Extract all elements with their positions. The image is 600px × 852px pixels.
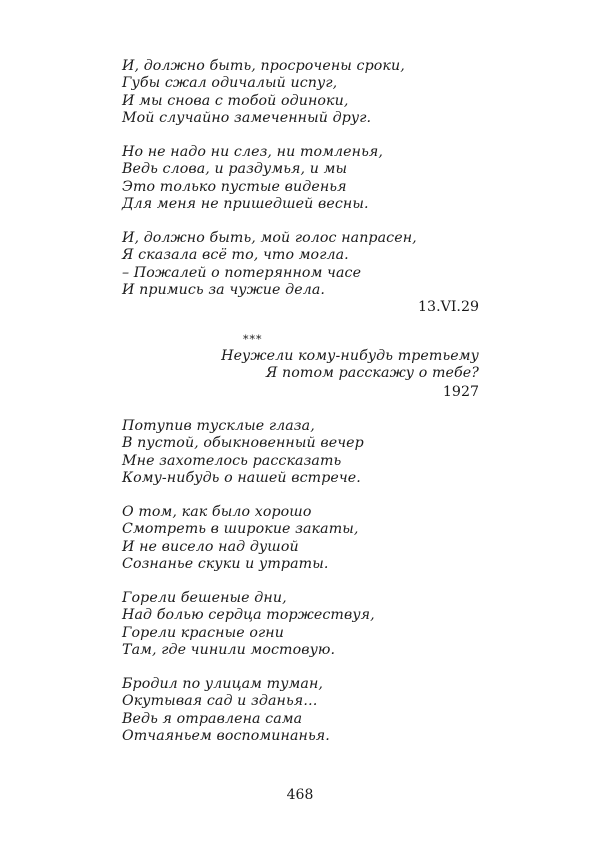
verse-line: Мой случайно замеченный друг.	[122, 110, 372, 127]
verse-line: Сознанье скуки и утраты.	[122, 556, 329, 573]
verse-line: И не висело над душой	[122, 538, 299, 555]
verse-line: В пустой, обыкновенный вечер	[122, 435, 364, 452]
epigraph-line: Неужели кому-нибудь третьему	[221, 348, 479, 364]
poem2-stanza-2	[122, 504, 359, 574]
verse-line: Губы сжал одичалый испуг,	[122, 75, 338, 92]
verse-line: Смотреть в широкие закаты,	[122, 521, 359, 538]
verse-line: Кому-нибудь о нашей встрече.	[122, 470, 361, 487]
epigraph-line: Я потом расскажу о тебе?	[265, 365, 479, 382]
verse-line: И мы снова с тобой одиноки,	[122, 92, 349, 109]
poem-separator-asterisks: ***	[243, 333, 263, 346]
verse-line: Ведь слова, и раздумья, и мы	[122, 161, 348, 178]
verse-line: И примись за чужие дела.	[122, 282, 326, 299]
poem1-stanza-3	[122, 230, 417, 300]
verse-line: Я сказала всё то, что могла.	[122, 247, 349, 264]
poem1-stanza-1	[122, 58, 405, 128]
poem2-stanza-1	[122, 418, 364, 488]
poem2-stanza-4	[122, 676, 330, 746]
verse-line: Потупив тусклые глаза,	[122, 418, 315, 434]
poem2-stanza-3	[122, 590, 375, 660]
poem1-stanza-2	[122, 144, 383, 214]
verse-line: Но не надо ни слез, ни томленья,	[122, 144, 383, 160]
poem1-date: 13.VI.29	[418, 299, 479, 315]
epigraph-year: 1927	[442, 384, 479, 400]
verse-line: – Пожалей о потерянном часе	[122, 264, 362, 281]
verse-line: Отчаяньем воспоминанья.	[122, 728, 330, 745]
verse-line: Над болью сердца торжествуя,	[122, 607, 375, 624]
verse-line: О том, как было хорошо	[122, 504, 312, 520]
verse-line: И, должно быть, просрочены сроки,	[122, 58, 405, 74]
epigraph	[221, 348, 479, 383]
verse-line: Ведь я отравлена сама	[122, 710, 303, 727]
verse-line: Горели красные огни	[122, 624, 284, 641]
verse-line: Для меня не пришедшей весны.	[122, 196, 369, 213]
verse-line: Горели бешеные дни,	[122, 590, 287, 606]
verse-line: Мне захотелось рассказать	[122, 452, 342, 469]
verse-line: Бродил по улицам туман,	[122, 676, 324, 692]
verse-line: Окутывая сад и зданья…	[122, 693, 318, 710]
page-number: 468	[286, 787, 314, 803]
verse-line: Там, где чинили мостовую.	[122, 642, 336, 659]
verse-line: И, должно быть, мой голос напрасен,	[122, 230, 417, 246]
verse-line: Это только пустые виденья	[122, 178, 347, 195]
